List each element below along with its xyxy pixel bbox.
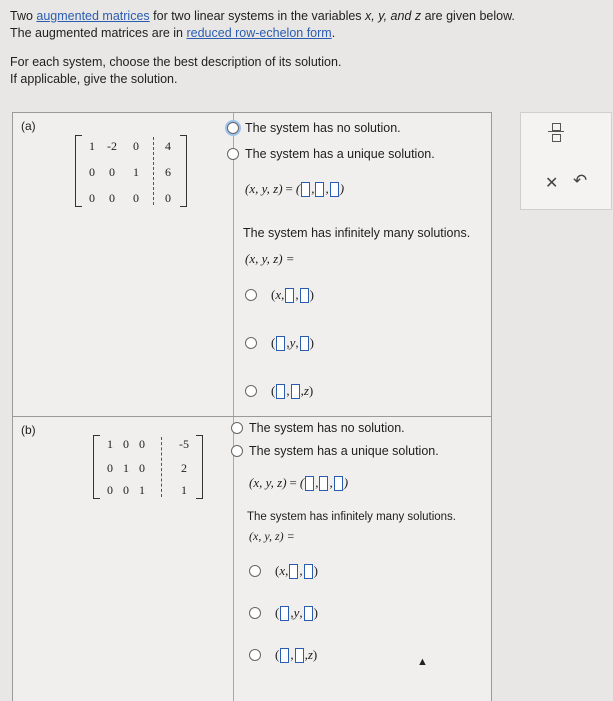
- answer-box-x[interactable]: [276, 384, 285, 399]
- matrix-cell: 1: [133, 165, 139, 179]
- radio-no-solution[interactable]: [231, 422, 243, 434]
- a-option-no-solution[interactable]: [227, 121, 401, 135]
- augmentation-line: [161, 437, 162, 497]
- matrix-cell: 0: [109, 191, 115, 205]
- matrix-cell: 0: [123, 437, 129, 451]
- tuple-y-free: ( , y , ): [271, 335, 314, 350]
- tuple-lhs: (x, y, z): [245, 181, 283, 196]
- matrix-right-bracket: [196, 435, 203, 499]
- answer-box-z[interactable]: [304, 564, 313, 579]
- intro-line-3: For each system, choose the best description of its solution.: [10, 55, 342, 69]
- instructions: [10, 8, 605, 88]
- option-label: The system has no solution.: [245, 121, 401, 135]
- tuple-x-free: ( x , , ): [271, 287, 314, 302]
- b-infinite-option-2[interactable]: [249, 605, 318, 621]
- rref-link[interactable]: reduced row-echelon form: [186, 26, 332, 40]
- matrix-cell: 0: [107, 461, 113, 475]
- answer-box-x[interactable]: [305, 476, 314, 491]
- matrix-cell: -5: [179, 437, 189, 451]
- matrix-cell: 0: [107, 483, 113, 497]
- free-var-y: y: [289, 335, 296, 350]
- mouse-cursor-icon: ▲: [417, 656, 428, 668]
- answer-tools-panel: [520, 112, 612, 210]
- denominator-box: [552, 134, 561, 142]
- fraction-icon[interactable]: [548, 123, 564, 141]
- equals-sign: =: [289, 475, 297, 490]
- matrix-cell: 4: [165, 139, 171, 153]
- radio-unique[interactable]: [227, 148, 239, 160]
- tuple-z-free: ( , , z ): [275, 647, 318, 662]
- undo-icon[interactable]: ↶: [573, 171, 588, 190]
- a-infinite-heading: The system has infinitely many solutions.: [243, 226, 471, 240]
- option-label: The system has a unique solution.: [249, 444, 439, 458]
- intro-text: Two: [10, 9, 37, 23]
- matrix-cell: 0: [109, 165, 115, 179]
- unique-tuple: ( , , ): [295, 181, 345, 196]
- matrix-cell: 0: [165, 191, 171, 205]
- option-label: The system has a unique solution.: [245, 147, 435, 161]
- intro-text: The augmented matrices are in: [10, 26, 187, 40]
- b-unique-solution-entry: [249, 475, 348, 491]
- answer-box-z[interactable]: [334, 476, 343, 491]
- answer-box-y[interactable]: [285, 288, 294, 303]
- intro-text: are given below.: [421, 9, 515, 23]
- augmentation-line: [153, 137, 154, 205]
- part-a-label: (a): [21, 119, 36, 133]
- answer-box-y[interactable]: [291, 384, 300, 399]
- part-a-panel: [12, 112, 492, 418]
- matrix-cell: 0: [123, 483, 129, 497]
- radio-unique[interactable]: [231, 445, 243, 457]
- free-var-z: z: [303, 383, 309, 398]
- answer-box-x[interactable]: [280, 648, 289, 663]
- tuple-z-free: ( , , z ): [271, 383, 314, 398]
- radio-infinite-2[interactable]: [249, 607, 261, 619]
- matrix-cell: 0: [89, 191, 95, 205]
- answer-box-z[interactable]: [330, 182, 339, 197]
- matrix-cell: 1: [123, 461, 129, 475]
- answer-box-y[interactable]: [319, 476, 328, 491]
- tuple-x-free: ( x , , ): [275, 563, 318, 578]
- answer-box-x[interactable]: [301, 182, 310, 197]
- radio-infinite-2[interactable]: [245, 337, 257, 349]
- matrix-cell: 0: [139, 437, 145, 451]
- answer-box-z[interactable]: [304, 606, 313, 621]
- fraction-bar: [548, 131, 564, 132]
- option-label: The system has no solution.: [249, 421, 405, 435]
- augmented-matrix-a: [75, 135, 187, 207]
- answer-box-z[interactable]: [300, 336, 309, 351]
- radio-infinite-1[interactable]: [245, 289, 257, 301]
- numerator-box: [552, 123, 561, 131]
- tuple-y-free: ( , y , ): [275, 605, 318, 620]
- b-infinite-lhs: (x, y, z) =: [249, 529, 295, 543]
- radio-infinite-3[interactable]: [245, 385, 257, 397]
- a-infinite-option-1[interactable]: [245, 287, 314, 303]
- b-option-no-solution[interactable]: [231, 421, 405, 435]
- matrix-cell: 2: [181, 461, 187, 475]
- a-unique-solution-entry: [245, 181, 344, 197]
- matrix-cell: 1: [181, 483, 187, 497]
- free-var-z: z: [307, 647, 313, 662]
- matrix-cell: 1: [89, 139, 95, 153]
- radio-no-solution[interactable]: [227, 122, 239, 134]
- b-option-unique[interactable]: [231, 444, 439, 458]
- equals-sign: =: [285, 181, 293, 196]
- matrix-cell: 1: [107, 437, 113, 451]
- answer-box-y[interactable]: [295, 648, 304, 663]
- answer-box-z[interactable]: [300, 288, 309, 303]
- intro-text: .: [331, 26, 336, 40]
- answer-box-y[interactable]: [315, 182, 324, 197]
- matrix-cell: 0: [89, 165, 95, 179]
- matrix-cell: 0: [133, 191, 139, 205]
- b-infinite-option-3[interactable]: [249, 647, 317, 663]
- radio-infinite-3[interactable]: [249, 649, 261, 661]
- intro-line-2: [10, 25, 605, 42]
- a-option-unique[interactable]: [227, 147, 435, 161]
- matrix-cell: 0: [133, 139, 139, 153]
- a-infinite-lhs: (x, y, z) =: [245, 251, 295, 266]
- tuple-lhs: (x, y, z): [249, 475, 287, 490]
- close-icon[interactable]: ✕: [545, 175, 559, 192]
- b-infinite-heading: The system has infinitely many solutions.: [247, 511, 457, 523]
- augmented-matrices-link[interactable]: augmented matrices: [36, 9, 150, 23]
- a-infinite-option-2[interactable]: [245, 335, 314, 351]
- matrix-cell: 1: [139, 483, 145, 497]
- matrix-cell: 6: [165, 165, 171, 179]
- b-infinite-option-1[interactable]: [249, 563, 318, 579]
- unique-tuple: ( , , ): [299, 475, 349, 490]
- answer-box-x[interactable]: [280, 606, 289, 621]
- matrix-cell: 0: [139, 461, 145, 475]
- free-var-x: x: [279, 563, 286, 578]
- augmented-matrix-b: [93, 435, 203, 499]
- a-infinite-option-3[interactable]: [245, 383, 313, 399]
- intro-vars: x, y, and z: [365, 9, 422, 23]
- intro-line-1: [10, 8, 605, 25]
- free-var-x: x: [275, 287, 282, 302]
- part-b-label: (b): [21, 423, 36, 437]
- intro-line-4: If applicable, give the solution.: [10, 72, 178, 86]
- intro-text: for two linear systems in the variables: [149, 9, 366, 23]
- answer-box-y[interactable]: [289, 564, 298, 579]
- radio-infinite-1[interactable]: [249, 565, 261, 577]
- panel-divider: [233, 417, 234, 701]
- matrix-cell: -2: [107, 139, 117, 153]
- answer-box-x[interactable]: [276, 336, 285, 351]
- matrix-right-bracket: [180, 135, 187, 207]
- free-var-y: y: [293, 605, 300, 620]
